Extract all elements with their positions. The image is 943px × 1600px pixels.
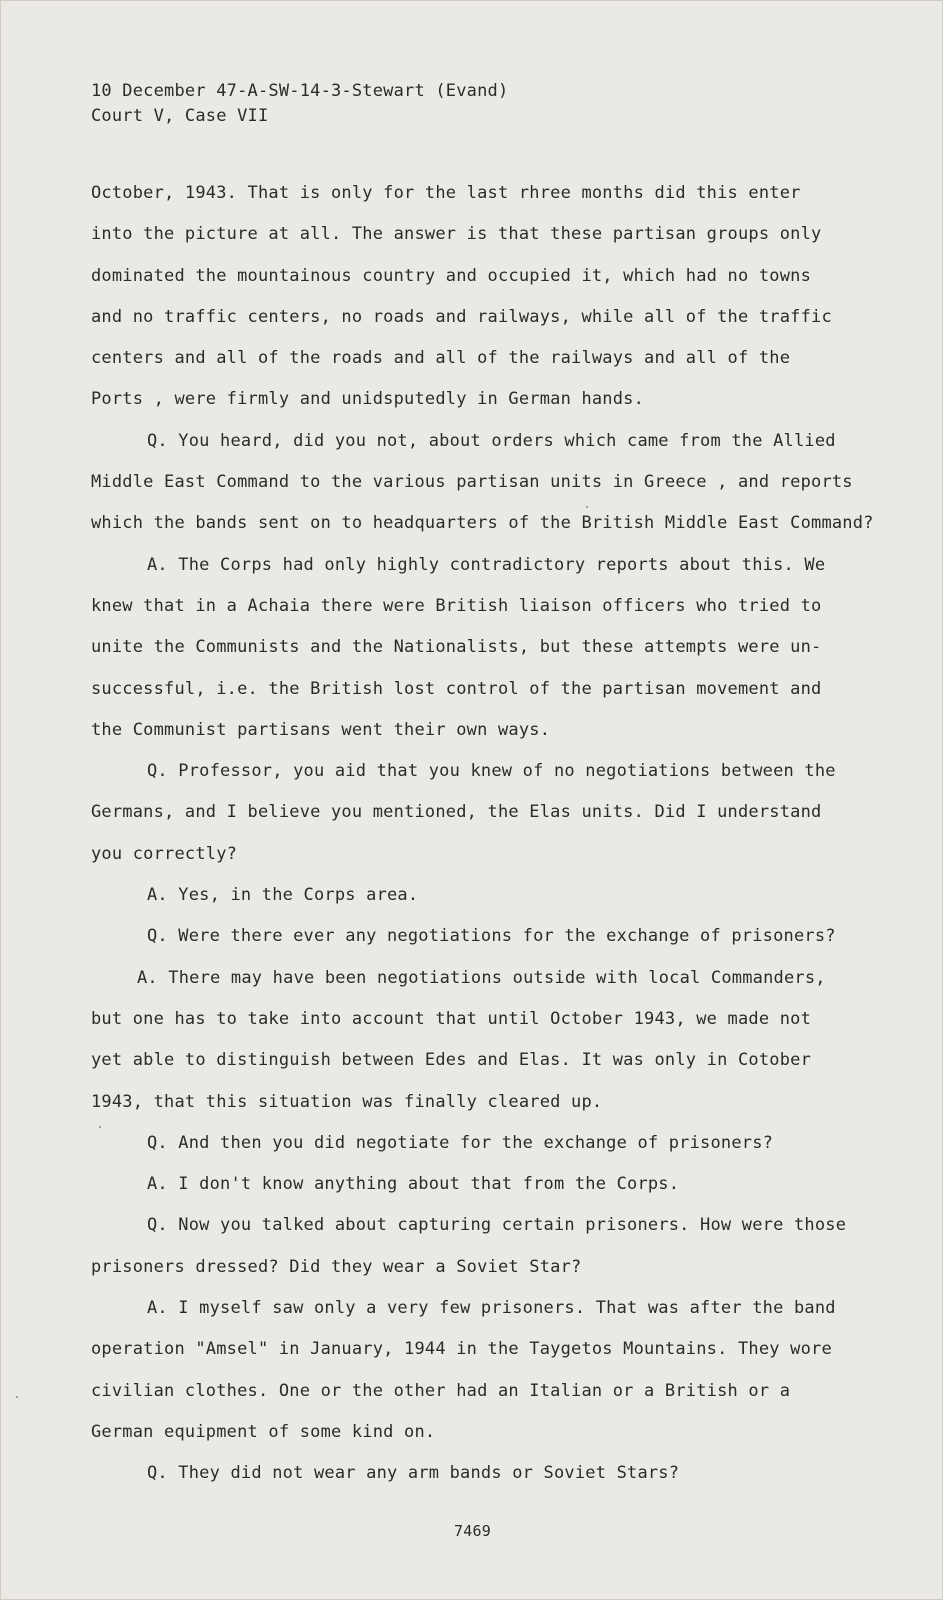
text-line: Ports , were firmly and unidsputedly in German hands. (91, 389, 645, 410)
page-number: 7469 (454, 1522, 491, 1540)
text-line: October, 1943. That is only for the last rhree months did this enter (91, 183, 801, 203)
paper-speck (586, 506, 588, 508)
text-line: and no traffic centers, no roads and railways, while all of the traffic (91, 306, 832, 327)
text-line: successful, i.e. the British lost control of the partisan movement and (91, 678, 822, 699)
text-line: the Communist partisans went their own ways. (91, 719, 551, 740)
text-line: operation "Amsel" in January, 1944 in the Taygetos Mountains. They wore (91, 1339, 832, 1360)
text-line: centers and all of the roads and all of the railways and all of the (91, 348, 791, 369)
answer-line: A. Yes, in the Corps area. (147, 885, 419, 906)
text-line: knew that in a Achaia there were British liaison officers who tried to (91, 595, 822, 616)
paper-speck (16, 1396, 18, 1398)
question-line: Q. Professor, you aid that you knew of no negotiations between the (147, 761, 836, 782)
text-line: which the bands sent on to headquarters of the British Middle East Command? (91, 513, 874, 534)
document-header (91, 79, 508, 129)
text-line: dominated the mountainous country and occupied it, which had no towns (91, 265, 812, 286)
paper-speck (99, 1126, 101, 1128)
testimony-text (91, 181, 891, 1503)
text-line: 1943, that this situation was finally cleared up. (91, 1091, 603, 1112)
answer-line: A. I myself saw only a very few prisoners. That was after the band (147, 1298, 836, 1319)
question-line: Q. You heard, did you not, about orders which came from the Allied (147, 430, 836, 451)
text-line: prisoners dressed? Did they wear a Soviet Star? (91, 1256, 582, 1277)
text-line: Germans, and I believe you mentioned, the Elas units. Did I understand (91, 802, 822, 823)
question-line: Q. And then you did negotiate for the exchange of prisoners? (147, 1132, 774, 1153)
question-line: Q. Were there ever any negotiations for the exchange of prisoners? (147, 926, 836, 947)
text-line: into the picture at all. The answer is that these partisan groups only (91, 224, 822, 245)
question-line: Q. They did not wear any arm bands or Soviet Stars? (147, 1463, 680, 1484)
answer-line: A. There may have been negotiations outside with local Commanders, (137, 967, 826, 988)
text-line: civilian clothes. One or the other had an Italian or a British or a (91, 1380, 791, 1401)
text-line: you correctly? (91, 843, 238, 864)
text-line: unite the Communists and the Nationalists, but these attempts were un- (91, 637, 822, 658)
text-line: but one has to take into account that until October 1943, we made not (91, 1008, 812, 1029)
question-line: Q. Now you talked about capturing certain prisoners. How were those (147, 1215, 847, 1236)
answer-line: A. I don't know anything about that from the Corps. (147, 1174, 680, 1195)
text-line: Middle East Command to the various partisan units in Greece , and reports (91, 472, 853, 493)
header-reference-line: 10 December 47-A-SW-14-3-Stewart (Evand) (91, 81, 509, 101)
text-line: yet able to distinguish between Edes and Elas. It was only in Cotober (91, 1050, 812, 1071)
text-line: German equipment of some kind on. (91, 1421, 436, 1442)
answer-line: A. The Corps had only highly contradictory reports about this. We (147, 554, 826, 575)
header-court-line: Court V, Case VII (91, 106, 269, 126)
